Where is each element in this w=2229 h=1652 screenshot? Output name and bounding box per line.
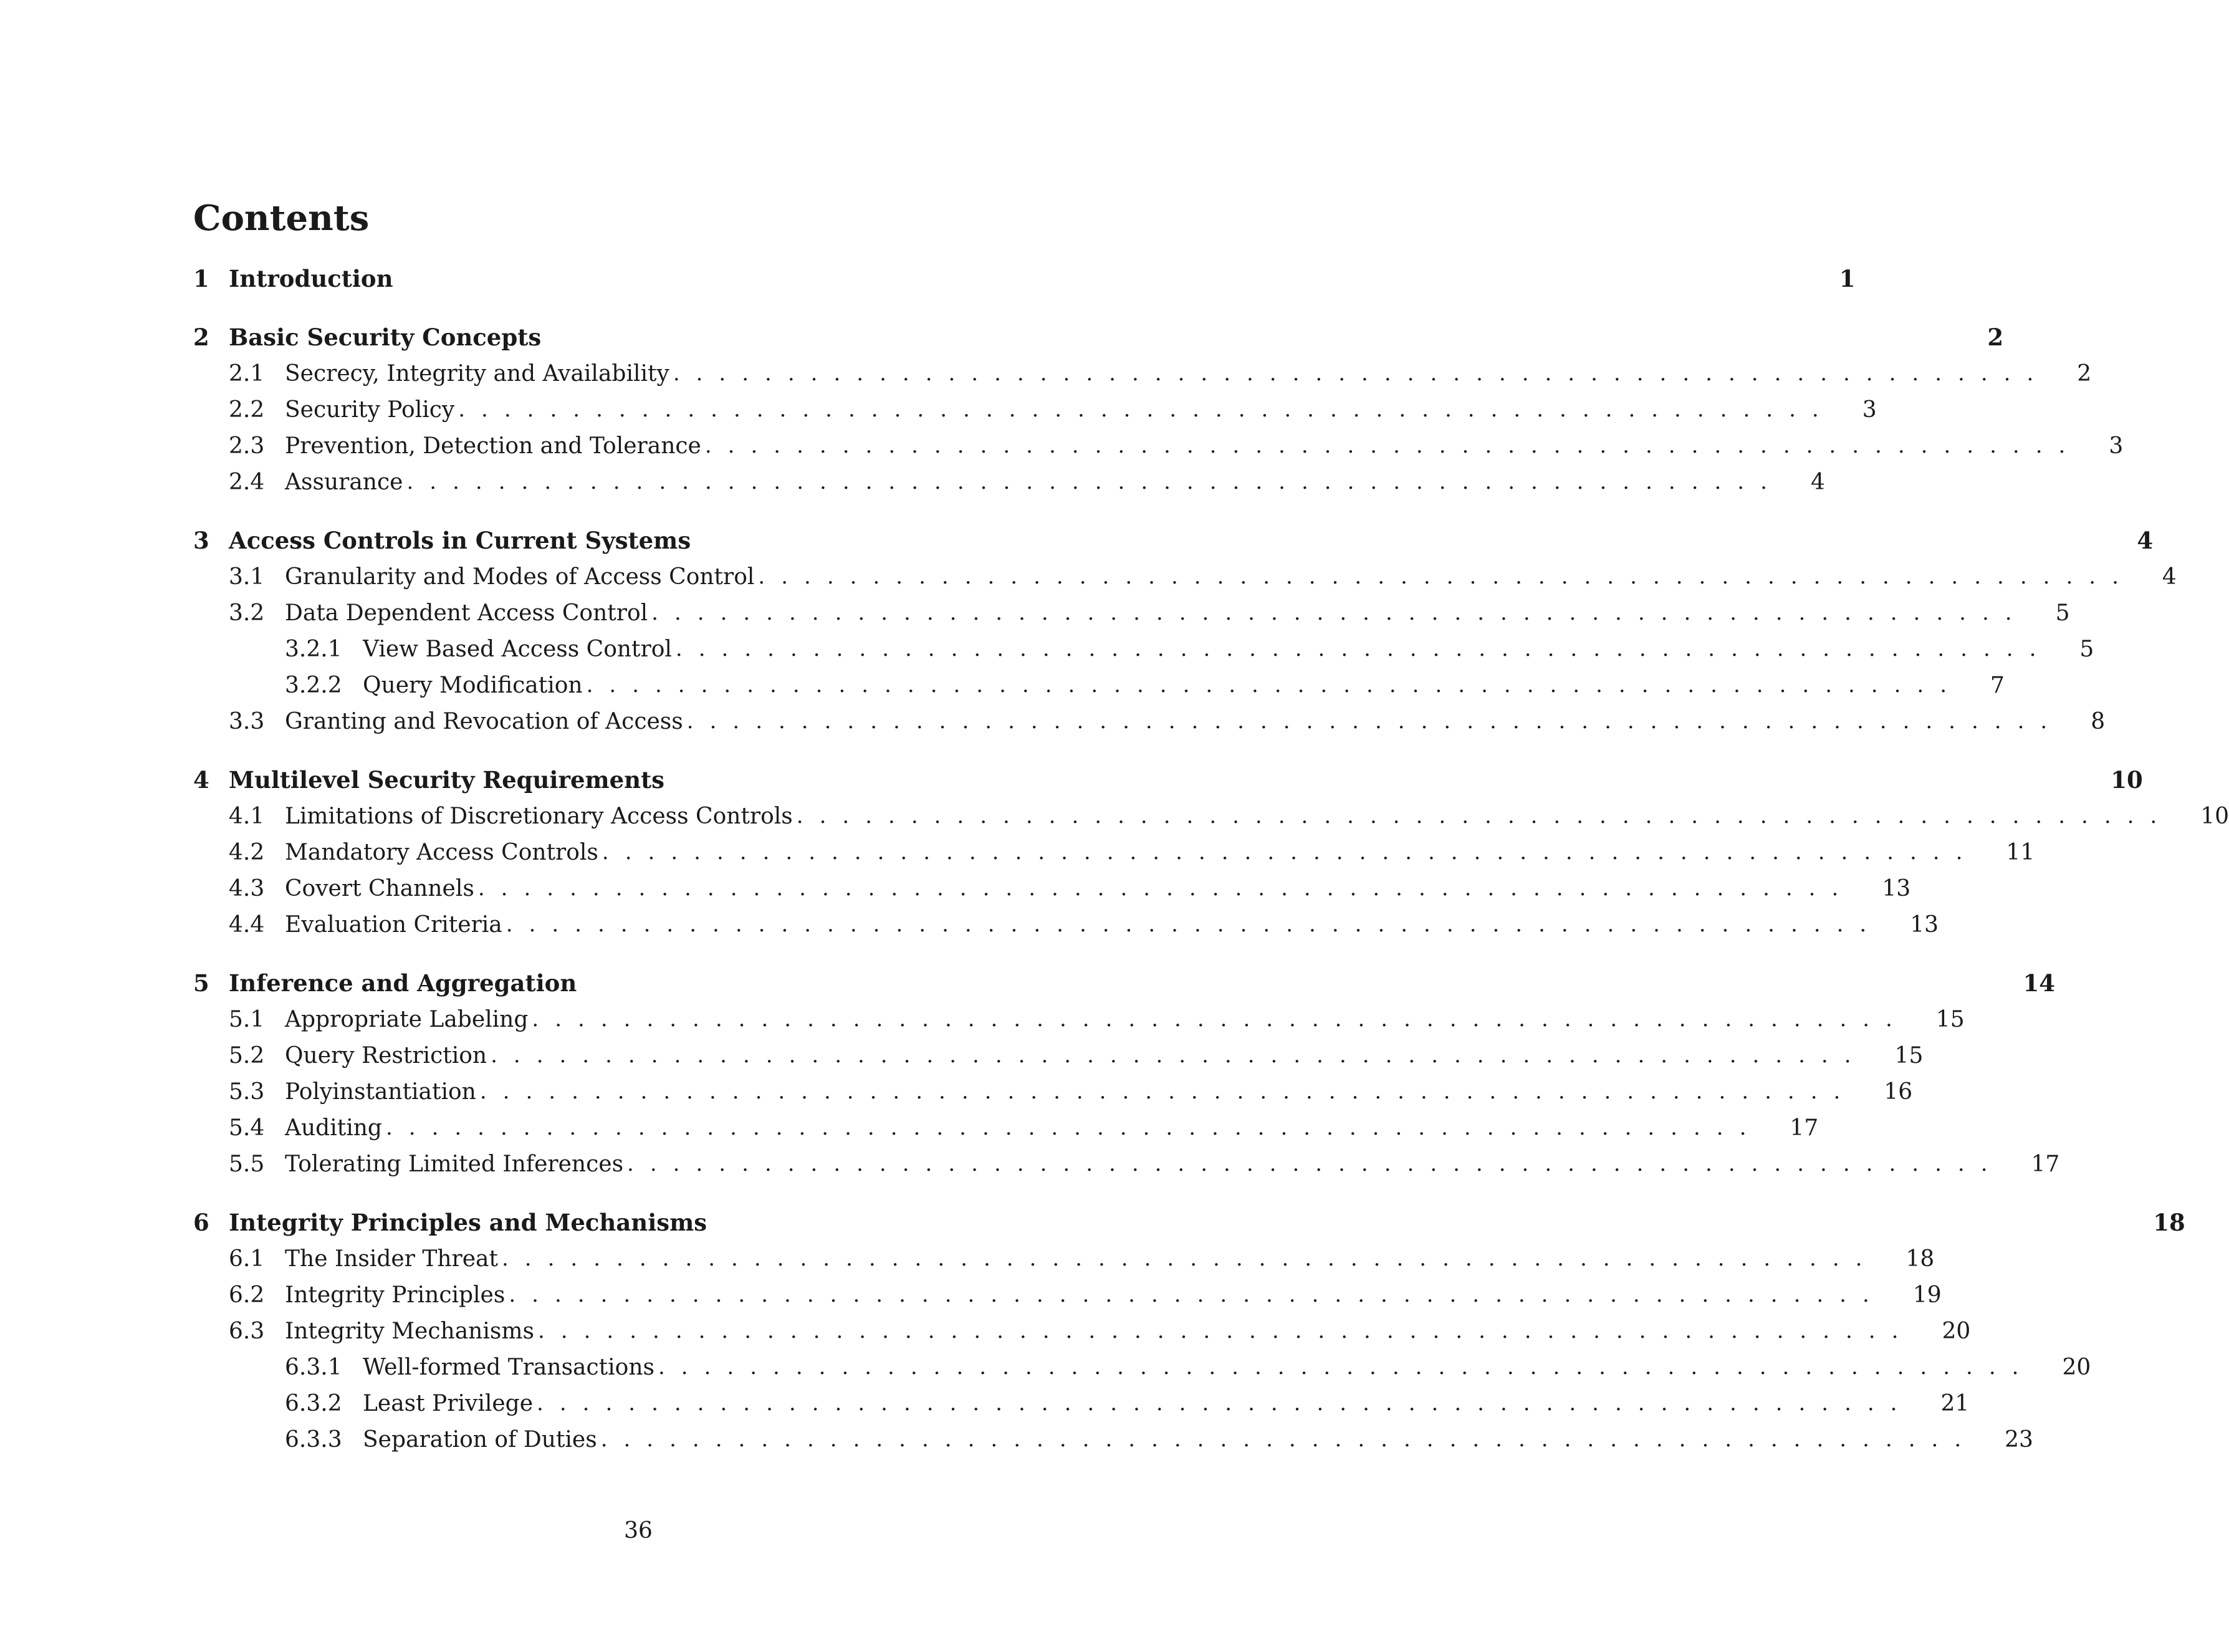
toc-entry-title: Integrity Principles [285,1282,506,1308]
table-of-contents [193,0,2229,1652]
dot-leader: ............................................................ [673,361,2050,386]
toc-entry-page: 2 [2077,360,2092,387]
toc-entry-number: 6.1 [229,1246,265,1272]
toc-entry-number: 4.2 [229,839,265,865]
toc-entry-page: 17 [1790,1115,1819,1141]
toc-entry-page: 4 [2162,564,2177,590]
toc-section-entry[interactable] [193,595,2070,631]
toc-entry-page: 4 [1810,469,1825,495]
dot-leader: ............................................................ [675,636,2053,661]
toc-entry-number: 5.3 [229,1078,265,1105]
toc-subsection-entry[interactable] [193,1349,2091,1385]
dot-leader: ............................................................ [600,1427,1978,1452]
toc-entry-number: 3.3 [229,708,265,734]
dot-leader: ............................................................ [586,673,1963,698]
toc-entry-title: Covert Channels [285,875,474,901]
toc-entry-number: 4.4 [229,911,265,938]
toc-entry-number: 4.3 [229,875,265,901]
toc-chapter-entry[interactable] [193,965,2055,1001]
toc-entry-page: 1 [1839,265,1856,292]
toc-entry-number: 2.4 [229,469,265,495]
toc-entry-title: Query Modification [363,672,583,698]
toc-entry-number: 2.2 [229,396,265,423]
dot-leader: ............................................................ [796,804,2174,828]
toc-entry-title: Integrity Mechanisms [285,1318,534,1344]
toc-entry-number: 6.3 [229,1318,265,1344]
toc-entry-number: 6.3.3 [285,1426,342,1453]
toc-entry-number: 5 [193,969,209,997]
toc-section-entry[interactable] [193,870,1911,906]
toc-entry-title: The Insider Threat [285,1246,498,1272]
toc-entry-number: 5.1 [229,1006,265,1032]
toc-entry-title: Auditing [285,1115,382,1141]
toc-entry-number: 1 [193,265,209,292]
toc-entry-page: 3 [2109,433,2124,459]
toc-entry-page: 20 [1942,1318,1971,1344]
toc-entry-number: 5.2 [229,1042,265,1069]
toc-entry-page: 18 [1905,1246,1935,1272]
toc-entry-page: 8 [2091,708,2106,734]
dot-leader: ............................................................ [537,1391,1914,1416]
toc-section-entry[interactable] [193,1313,1971,1349]
toc-entry-title: Multilevel Security Requirements [229,766,665,794]
toc-entry-title: Inference and Aggregation [229,969,577,997]
dot-leader: ............................................................ [658,1355,2035,1380]
toc-entry-number: 6 [193,1209,209,1236]
toc-section-entry[interactable] [193,428,2124,464]
toc-entry-page: 15 [1935,1006,1965,1032]
toc-entry-page: 4 [2137,527,2154,554]
toc-entry-page: 17 [2031,1151,2060,1177]
toc-entry-title: Query Restriction [285,1042,487,1069]
toc-entry-title: Well-formed Transactions [363,1354,654,1380]
toc-entry-page: 5 [2055,600,2070,626]
toc-entry-number: 4 [193,766,209,794]
page-title: Contents [193,198,370,239]
toc-entry-title: Access Controls in Current Systems [229,527,691,554]
toc-entry-page: 3 [1862,396,1877,423]
toc-subsection-entry[interactable] [193,667,2005,703]
toc-entry-page: 19 [1912,1282,1942,1308]
toc-entry-title: Prevention, Detection and Tolerance [285,433,701,459]
toc-entry-title: Granting and Revocation of Access [285,708,683,734]
toc-subsection-entry[interactable] [193,1385,1970,1421]
toc-entry-number: 6.3.1 [285,1354,342,1380]
toc-entry-number: 3.1 [229,564,265,590]
toc-section-entry[interactable] [193,703,2106,739]
toc-entry-title: Evaluation Criteria [285,911,502,938]
toc-entry-number: 2.3 [229,433,265,459]
toc-entry-title: Secrecy, Integrity and Availability [285,360,669,387]
dot-leader: ............................................................ [758,564,2135,589]
toc-section-entry[interactable] [193,391,1877,428]
dot-leader: ............................................................ [506,912,1883,937]
dot-leader: ............................................................ [704,433,2082,458]
toc-entry-page: 11 [2006,839,2035,865]
dot-leader: ............................................................ [602,840,1979,865]
dot-leader: ............................................................ [385,1115,1763,1140]
toc-entry-number: 5.4 [229,1115,265,1141]
toc-entry-title: Limitations of Discretionary Access Controls [285,803,793,829]
toc-section-entry[interactable] [193,464,1825,500]
toc-section-entry[interactable] [193,1241,1935,1277]
toc-entry-title: Separation of Duties [363,1426,597,1453]
toc-entry-title: Introduction [229,265,393,292]
dot-leader: ............................................................ [477,876,1855,901]
toc-entry-number: 3.2.2 [285,672,342,698]
dot-leader: ............................................................ [537,1318,1915,1343]
dot-leader: ............................................................ [532,1007,1909,1032]
toc-entry-title: Assurance [285,469,403,495]
toc-entry-page: 21 [1940,1390,1970,1416]
page-number: 36 [624,1518,653,1544]
toc-entry-title: Granularity and Modes of Access Control [285,564,755,590]
toc-entry-title: Security Policy [285,396,455,423]
toc-entry-title: Tolerating Limited Inferences [285,1151,624,1177]
toc-chapter-entry[interactable] [193,261,1856,297]
toc-entry-title: View Based Access Control [363,636,672,662]
toc-chapter-entry[interactable] [193,522,2154,559]
toc-entry-number: 2 [193,324,209,351]
toc-section-entry[interactable] [193,1110,1819,1146]
toc-section-entry[interactable] [193,1146,2060,1182]
toc-section-entry[interactable] [193,559,2177,595]
toc-entry-page: 23 [2005,1426,2033,1453]
toc-chapter-entry[interactable] [193,1204,2185,1241]
toc-entry-page: 10 [2200,803,2229,829]
toc-entry-title: Appropriate Labeling [285,1006,529,1032]
toc-entry-number: 6.3.2 [285,1390,342,1416]
dot-leader: ............................................................ [509,1282,1886,1307]
toc-chapter-entry[interactable] [193,319,2004,355]
toc-chapter-entry[interactable] [193,762,2143,798]
dot-leader: ............................................................ [651,600,2028,625]
toc-entry-page: 18 [2153,1209,2185,1236]
toc-entry-title: Basic Security Concepts [229,324,542,351]
toc-section-entry[interactable] [193,1073,1913,1110]
toc-subsection-entry[interactable] [193,1421,2033,1458]
toc-section-entry[interactable] [193,1037,1924,1073]
toc-section-entry[interactable] [193,906,1939,943]
dot-leader: ............................................................ [491,1043,1867,1068]
toc-entry-title: Least Privilege [363,1390,534,1416]
dot-leader: ............................................................ [406,469,1783,494]
toc-entry-page: 13 [1910,911,1939,938]
toc-entry-title: Data Dependent Access Control [285,600,648,626]
toc-section-entry[interactable] [193,1001,1965,1037]
toc-section-entry[interactable] [193,834,2035,870]
toc-entry-page: 5 [2079,636,2094,662]
toc-entry-page: 7 [1990,672,2005,698]
toc-entry-title: Polyinstantiation [285,1078,476,1105]
toc-entry-page: 10 [2111,766,2143,794]
toc-subsection-entry[interactable] [193,631,2094,667]
toc-entry-title: Mandatory Access Controls [285,839,598,865]
toc-entry-page: 14 [2023,969,2055,997]
toc-entry-page: 16 [1884,1078,1913,1105]
dot-leader: ............................................................ [627,1151,2004,1176]
toc-entry-number: 4.1 [229,803,265,829]
toc-section-entry[interactable] [193,355,2092,391]
toc-entry-page: 15 [1894,1042,1924,1069]
toc-entry-number: 3.2 [229,600,265,626]
toc-entry-page: 13 [1882,875,1911,901]
toc-section-entry[interactable] [193,1277,1942,1313]
toc-entry-title: Integrity Principles and Mechanisms [229,1209,707,1236]
toc-entry-page: 20 [2062,1354,2091,1380]
dot-leader: ............................................................ [686,709,2064,734]
toc-entry-number: 6.2 [229,1282,265,1308]
toc-entry-number: 3 [193,527,209,554]
dot-leader: ............................................................ [501,1246,1879,1271]
toc-section-entry[interactable] [193,798,2229,834]
toc-entry-number: 5.5 [229,1151,265,1177]
toc-entry-number: 2.1 [229,360,265,387]
dot-leader: ............................................................ [479,1079,1857,1104]
toc-entry-page: 2 [1987,324,2004,351]
toc-entry-number: 3.2.1 [285,636,342,662]
dot-leader: ............................................................ [458,397,1835,422]
